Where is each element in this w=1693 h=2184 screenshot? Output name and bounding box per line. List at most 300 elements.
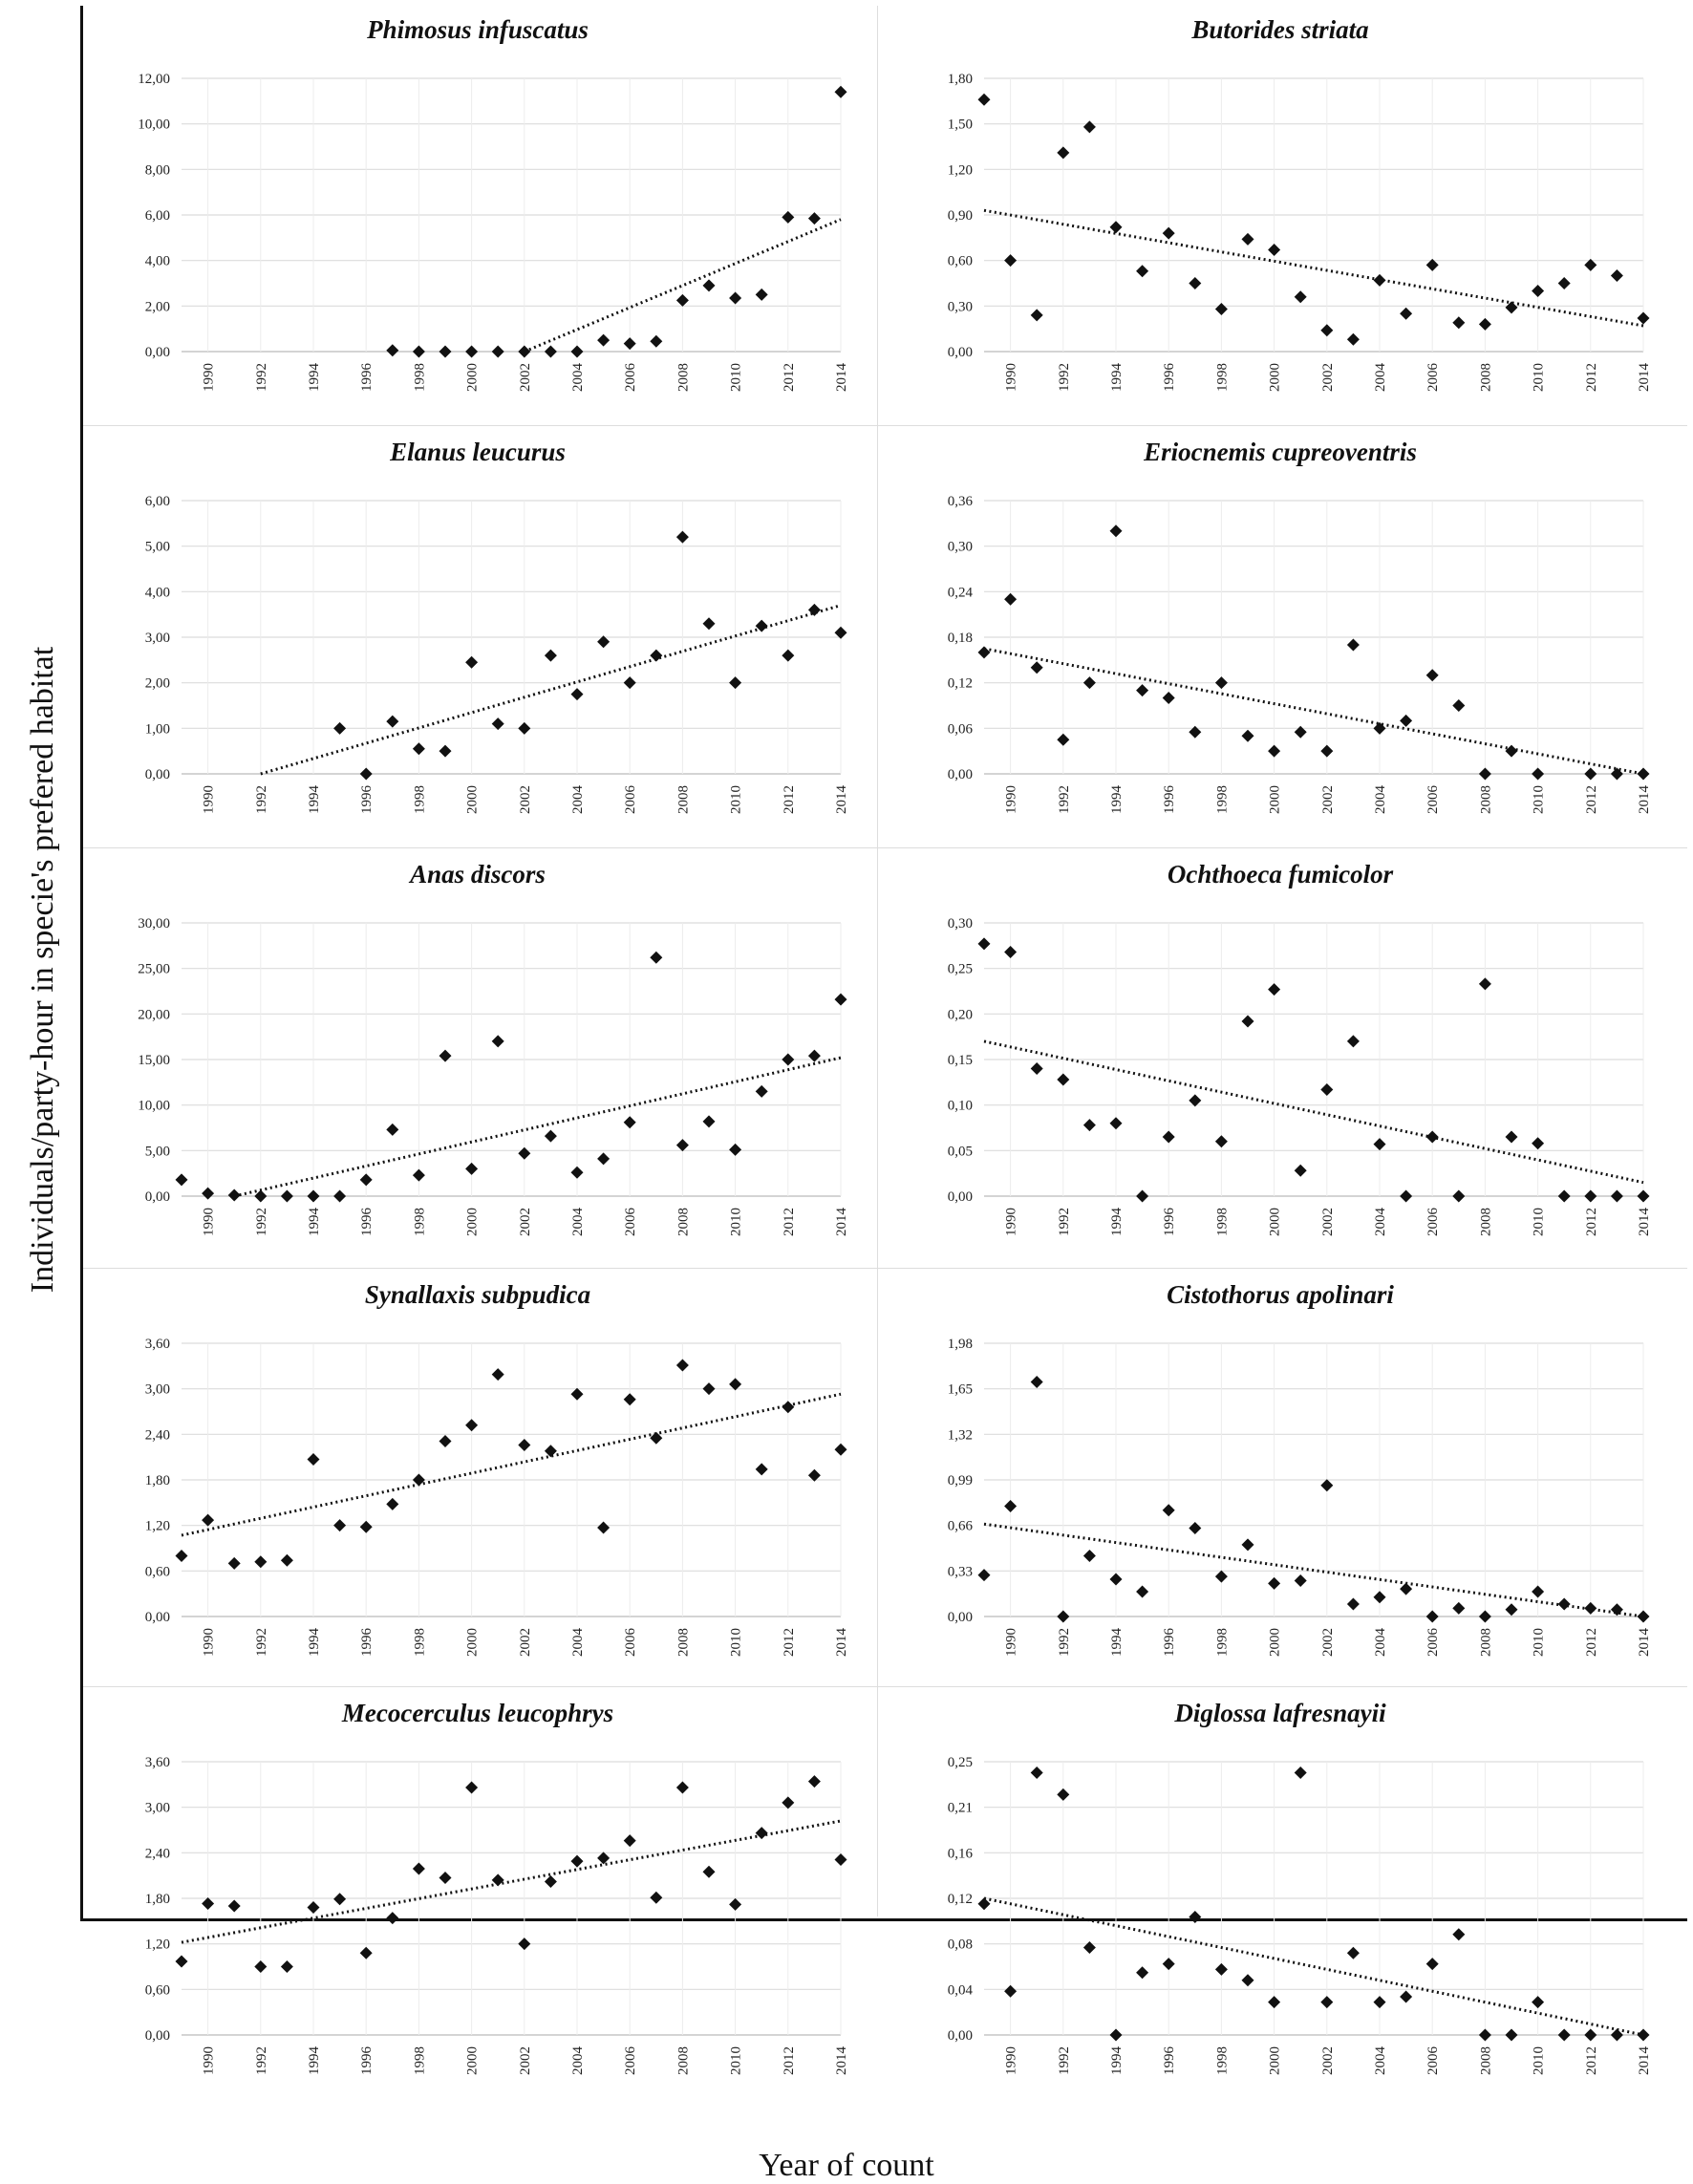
data-point xyxy=(835,1853,847,1866)
chart-panel xyxy=(86,15,869,430)
x-tick-label: 2010 xyxy=(728,785,744,814)
data-point xyxy=(1320,324,1333,336)
y-tick-label: 0,24 xyxy=(947,585,973,601)
data-point xyxy=(360,1947,373,1959)
x-tick-label: 1996 xyxy=(1162,785,1178,814)
y-tick-label: 2,40 xyxy=(144,1846,170,1862)
data-point xyxy=(545,1445,557,1457)
data-point xyxy=(597,334,610,347)
data-point xyxy=(1136,1966,1148,1979)
x-tick-label: 2014 xyxy=(1637,1628,1652,1657)
y-tick-label: 0,00 xyxy=(947,767,973,782)
x-tick-label: 2004 xyxy=(1373,785,1388,814)
x-tick-label: 2006 xyxy=(1425,785,1442,814)
data-point xyxy=(756,1085,768,1098)
x-tick-label: 2010 xyxy=(728,1628,744,1657)
data-point xyxy=(703,1382,716,1395)
y-tick-label: 0,20 xyxy=(947,1007,973,1023)
data-point xyxy=(1584,2029,1597,2042)
data-point xyxy=(1110,525,1123,537)
x-tick-label: 2000 xyxy=(464,1208,481,1236)
chart-title: Phimosus infuscatus xyxy=(367,15,589,44)
data-point xyxy=(1611,1603,1623,1616)
data-point xyxy=(1479,318,1491,331)
x-tick-label: 2000 xyxy=(464,363,481,392)
data-point xyxy=(1268,983,1280,996)
data-point xyxy=(1532,768,1544,781)
x-tick-label: 2010 xyxy=(1531,1628,1547,1657)
data-point xyxy=(703,1866,716,1878)
data-point xyxy=(729,291,741,304)
x-tick-label: 1990 xyxy=(1003,1628,1019,1657)
x-tick-label: 2006 xyxy=(623,1208,639,1236)
x-tick-label: 2008 xyxy=(675,1208,692,1236)
data-point xyxy=(386,716,398,728)
x-tick-label: 2000 xyxy=(1267,1208,1283,1236)
x-tick-label: 2004 xyxy=(1373,1208,1388,1236)
y-tick-label: 4,00 xyxy=(144,253,170,269)
data-point xyxy=(1347,1598,1360,1611)
data-point xyxy=(545,1130,557,1143)
y-tick-label: 0,00 xyxy=(144,1610,170,1625)
data-point xyxy=(228,1557,241,1570)
data-point xyxy=(835,994,847,1006)
y-tick-label: 2,40 xyxy=(144,1427,170,1444)
data-point xyxy=(1110,1117,1123,1129)
data-point xyxy=(571,1167,584,1179)
y-tick-label: 3,60 xyxy=(144,1337,170,1352)
data-point xyxy=(756,1463,768,1475)
data-point xyxy=(756,620,768,632)
x-tick-label: 2002 xyxy=(1319,785,1336,814)
x-tick-label: 2014 xyxy=(1637,363,1652,392)
data-point xyxy=(1163,1504,1175,1516)
x-tick-label: 1996 xyxy=(1162,2046,1178,2075)
x-tick-label: 2010 xyxy=(1531,1208,1547,1236)
x-tick-label: 1990 xyxy=(1003,2046,1019,2075)
data-point xyxy=(202,1897,214,1910)
data-point xyxy=(1347,1035,1360,1047)
data-point xyxy=(676,1360,689,1372)
data-point xyxy=(1532,1586,1544,1598)
data-point xyxy=(756,1827,768,1839)
y-tick-label: 0,60 xyxy=(144,1982,170,1999)
trend-line xyxy=(984,1524,1643,1617)
x-tick-label: 1990 xyxy=(201,785,217,814)
x-tick-label: 1992 xyxy=(253,2046,269,2075)
data-point xyxy=(439,1435,452,1447)
data-point xyxy=(176,1955,188,1967)
data-point xyxy=(1295,1165,1307,1177)
data-point xyxy=(1242,1015,1254,1027)
x-tick-label: 2012 xyxy=(1583,785,1599,814)
data-point xyxy=(1638,312,1650,325)
y-tick-label: 0,60 xyxy=(144,1564,170,1580)
data-point xyxy=(413,1863,425,1875)
x-tick-label: 2006 xyxy=(623,363,639,392)
x-tick-label: 2002 xyxy=(1319,1628,1336,1657)
x-tick-label: 2014 xyxy=(834,785,849,814)
chart-plot xyxy=(86,864,869,1274)
x-tick-label: 1996 xyxy=(1162,1628,1178,1657)
data-point xyxy=(1057,146,1069,159)
x-tick-label: 1990 xyxy=(201,1628,217,1657)
trend-line xyxy=(984,649,1643,774)
data-point xyxy=(1083,1119,1096,1131)
data-point xyxy=(1320,1479,1333,1491)
y-tick-label: 1,20 xyxy=(144,1937,170,1953)
y-tick-label: 10,00 xyxy=(138,117,170,133)
data-point xyxy=(1558,277,1571,289)
x-tick-label: 2004 xyxy=(1373,2046,1388,2075)
chart-title: Eriocnemis cupreoventris xyxy=(1144,438,1417,466)
x-tick-label: 1994 xyxy=(1109,1628,1125,1657)
chart-panel xyxy=(889,1280,1672,1695)
data-point xyxy=(202,1188,214,1200)
x-tick-label: 1998 xyxy=(1214,1208,1231,1236)
data-point xyxy=(624,1393,636,1405)
y-tick-label: 0,15 xyxy=(947,1053,973,1068)
data-point xyxy=(703,617,716,630)
x-tick-label: 2010 xyxy=(1531,785,1547,814)
data-point xyxy=(1479,1611,1491,1623)
chart-panel xyxy=(889,860,1672,1274)
y-tick-label: 0,30 xyxy=(947,539,973,555)
data-point xyxy=(518,346,530,358)
trend-line xyxy=(984,210,1643,326)
data-point xyxy=(978,1897,991,1910)
data-point xyxy=(1215,1571,1228,1583)
data-point xyxy=(1295,1766,1307,1779)
trend-line xyxy=(984,1041,1643,1183)
chart-plot xyxy=(889,864,1672,1274)
x-tick-label: 2002 xyxy=(1319,363,1336,392)
data-point xyxy=(1320,745,1333,758)
data-point xyxy=(1347,333,1360,346)
chart-plot xyxy=(86,1702,869,2113)
data-point xyxy=(835,1444,847,1456)
data-point xyxy=(386,1912,398,1924)
y-tick-label: 0,66 xyxy=(947,1518,973,1534)
x-tick-label: 1990 xyxy=(201,1208,217,1236)
y-tick-label: 0,00 xyxy=(144,2028,170,2044)
y-tick-label: 5,00 xyxy=(144,539,170,555)
y-tick-label: 30,00 xyxy=(138,916,170,931)
chart-title: Diglossa lafresnayii xyxy=(1174,1699,1386,1727)
data-point xyxy=(1031,661,1043,674)
data-point xyxy=(1479,977,1491,990)
data-point xyxy=(518,1439,530,1451)
chart-plot xyxy=(889,1702,1672,2113)
x-tick-label: 1992 xyxy=(253,1628,269,1657)
data-point xyxy=(1532,1137,1544,1149)
data-point xyxy=(465,1782,478,1794)
data-point xyxy=(1400,715,1412,727)
y-tick-label: 0,00 xyxy=(947,2028,973,2044)
x-tick-label: 1992 xyxy=(1056,1628,1072,1657)
data-point xyxy=(492,1368,504,1381)
data-point xyxy=(571,688,584,700)
data-point xyxy=(333,1190,346,1203)
data-point xyxy=(176,1550,188,1562)
data-point xyxy=(650,952,662,964)
y-tick-label: 1,32 xyxy=(947,1427,973,1444)
chart-title: Synallaxis subpudica xyxy=(364,1280,591,1309)
x-tick-label: 1998 xyxy=(412,363,428,392)
x-tick-label: 2006 xyxy=(623,785,639,814)
data-point xyxy=(571,1855,584,1868)
data-point xyxy=(386,344,398,356)
data-point xyxy=(650,335,662,348)
data-point xyxy=(1426,669,1439,681)
y-tick-label: 0,33 xyxy=(947,1564,973,1580)
data-point xyxy=(1638,768,1650,781)
data-point xyxy=(308,1901,320,1914)
y-tick-label: 0,05 xyxy=(947,1144,973,1160)
x-tick-label: 1994 xyxy=(307,363,322,392)
data-point xyxy=(1532,1996,1544,2008)
x-tick-label: 2010 xyxy=(728,1208,744,1236)
data-point xyxy=(1638,1611,1650,1623)
y-tick-label: 0,25 xyxy=(947,1755,973,1770)
y-tick-label: 1,20 xyxy=(144,1518,170,1534)
data-point xyxy=(1506,2029,1518,2042)
x-tick-label: 2012 xyxy=(1583,363,1599,392)
data-point xyxy=(413,1169,425,1182)
y-tick-label: 0,90 xyxy=(947,208,973,224)
data-point xyxy=(571,1388,584,1401)
data-point xyxy=(254,1555,267,1568)
data-point xyxy=(1374,1138,1386,1150)
data-point xyxy=(1163,1958,1175,1970)
x-tick-label: 1996 xyxy=(359,1628,375,1657)
chart-panel xyxy=(889,15,1672,430)
y-tick-label: 0,36 xyxy=(947,494,973,509)
y-tick-label: 6,00 xyxy=(144,494,170,509)
y-tick-label: 0,25 xyxy=(947,961,973,977)
x-tick-label: 2000 xyxy=(464,2046,481,2075)
data-point xyxy=(1452,1928,1465,1940)
x-tick-label: 1992 xyxy=(253,363,269,392)
x-tick-label: 2004 xyxy=(570,1208,586,1236)
data-point xyxy=(1374,1996,1386,2008)
x-tick-label: 2014 xyxy=(1637,1208,1652,1236)
data-point xyxy=(1638,2029,1650,2042)
data-point xyxy=(360,1521,373,1533)
data-point xyxy=(1268,244,1280,256)
data-point xyxy=(1400,1990,1412,2002)
data-point xyxy=(1215,676,1228,689)
y-tick-label: 0,00 xyxy=(947,1610,973,1625)
data-point xyxy=(808,1050,821,1062)
y-tick-label: 3,00 xyxy=(144,1381,170,1398)
y-tick-label: 4,00 xyxy=(144,585,170,601)
y-tick-label: 0,21 xyxy=(947,1800,973,1816)
x-tick-label: 1996 xyxy=(359,2046,375,2075)
data-point xyxy=(1320,1996,1333,2008)
data-point xyxy=(1215,303,1228,315)
x-tick-label: 2012 xyxy=(1583,1628,1599,1657)
x-tick-label: 1998 xyxy=(412,2046,428,2075)
data-point xyxy=(228,1189,241,1202)
data-point xyxy=(1452,316,1465,329)
x-tick-label: 2008 xyxy=(1478,1628,1494,1657)
x-tick-label: 2008 xyxy=(1478,2046,1494,2075)
data-point xyxy=(1611,2029,1623,2042)
x-tick-label: 2000 xyxy=(1267,363,1283,392)
data-point xyxy=(1426,1958,1439,1970)
y-tick-label: 0,99 xyxy=(947,1473,973,1488)
x-tick-label: 2002 xyxy=(517,785,533,814)
x-tick-label: 1994 xyxy=(1109,2046,1125,2075)
x-tick-label: 1992 xyxy=(253,1208,269,1236)
data-point xyxy=(1110,2029,1123,2042)
data-point xyxy=(1004,946,1017,958)
data-point xyxy=(1558,1598,1571,1611)
data-point xyxy=(650,650,662,662)
data-point xyxy=(1268,1577,1280,1590)
x-tick-label: 2014 xyxy=(834,2046,849,2075)
x-tick-label: 2010 xyxy=(728,363,744,392)
chart-title: Butorides striata xyxy=(1191,15,1369,44)
data-point xyxy=(1426,1131,1439,1144)
y-tick-label: 0,04 xyxy=(947,1982,973,1999)
data-point xyxy=(1083,120,1096,133)
y-tick-label: 1,50 xyxy=(947,117,973,133)
chart-plot xyxy=(889,19,1672,430)
y-tick-label: 1,80 xyxy=(144,1473,170,1488)
y-tick-label: 0,30 xyxy=(947,299,973,315)
x-tick-label: 2008 xyxy=(675,363,692,392)
data-point xyxy=(1136,1586,1148,1598)
data-point xyxy=(1347,638,1360,651)
x-tick-label: 2004 xyxy=(1373,1628,1388,1657)
data-point xyxy=(439,346,452,358)
data-point xyxy=(360,768,373,781)
chart-plot xyxy=(86,1284,869,1695)
data-point xyxy=(1374,722,1386,735)
x-tick-label: 1998 xyxy=(1214,363,1231,392)
x-tick-label: 1996 xyxy=(359,785,375,814)
data-point xyxy=(228,1899,241,1912)
x-tick-label: 1994 xyxy=(307,1628,322,1657)
data-point xyxy=(624,676,636,689)
y-tick-label: 0,00 xyxy=(144,1189,170,1205)
y-tick-label: 0,16 xyxy=(947,1846,973,1862)
data-point xyxy=(1057,734,1069,746)
x-tick-label: 1994 xyxy=(1109,1208,1125,1236)
x-tick-label: 1998 xyxy=(1214,785,1231,814)
data-point xyxy=(624,337,636,350)
data-point xyxy=(1110,221,1123,233)
y-tick-label: 15,00 xyxy=(138,1053,170,1068)
x-tick-label: 2004 xyxy=(570,785,586,814)
x-tick-label: 2014 xyxy=(834,1208,849,1236)
y-axis-label: Individuals/party-hour in specie's prefered habitat xyxy=(25,646,60,1294)
x-tick-label: 1992 xyxy=(1056,785,1072,814)
x-tick-label: 1992 xyxy=(1056,2046,1072,2075)
x-tick-label: 1998 xyxy=(412,785,428,814)
chart-panel xyxy=(86,1699,869,2113)
y-tick-label: 3,00 xyxy=(144,631,170,646)
data-point xyxy=(439,1872,452,1884)
x-tick-label: 2012 xyxy=(781,1208,797,1236)
data-point xyxy=(1110,1574,1123,1586)
x-tick-label: 2012 xyxy=(781,1628,797,1657)
data-point xyxy=(492,346,504,358)
x-tick-label: 2008 xyxy=(1478,363,1494,392)
data-point xyxy=(1163,227,1175,240)
data-point xyxy=(281,1554,293,1567)
panel-divider-vertical xyxy=(877,6,878,1916)
data-point xyxy=(545,650,557,662)
data-point xyxy=(624,1834,636,1847)
x-tick-label: 1994 xyxy=(1109,363,1125,392)
data-point xyxy=(202,1514,214,1527)
chart-panel xyxy=(889,1699,1672,2113)
x-tick-label: 2004 xyxy=(570,363,586,392)
y-tick-label: 0,12 xyxy=(947,1892,973,1907)
data-point xyxy=(782,650,794,662)
y-tick-label: 12,00 xyxy=(138,72,170,87)
x-tick-label: 2008 xyxy=(675,2046,692,2075)
data-point xyxy=(1242,233,1254,246)
x-tick-label: 1990 xyxy=(1003,785,1019,814)
data-point xyxy=(465,656,478,669)
x-tick-label: 2004 xyxy=(570,2046,586,2075)
chart-plot xyxy=(889,1284,1672,1695)
data-point xyxy=(1532,285,1544,297)
data-point xyxy=(518,722,530,735)
y-tick-label: 1,80 xyxy=(947,72,973,87)
x-tick-label: 2002 xyxy=(517,363,533,392)
x-tick-label: 2004 xyxy=(570,1628,586,1657)
trend-line xyxy=(234,1058,841,1196)
y-tick-label: 0,06 xyxy=(947,721,973,738)
x-tick-label: 1994 xyxy=(307,2046,322,2075)
data-point xyxy=(729,1898,741,1911)
data-point xyxy=(1136,684,1148,696)
x-tick-label: 2002 xyxy=(517,1208,533,1236)
chart-title: Mecocerculus leucophrys xyxy=(341,1699,614,1727)
y-tick-label: 3,00 xyxy=(144,1800,170,1816)
data-point xyxy=(978,94,991,106)
y-tick-label: 0,00 xyxy=(144,767,170,782)
data-point xyxy=(1189,1522,1201,1534)
y-tick-label: 0,60 xyxy=(947,253,973,269)
y-tick-label: 10,00 xyxy=(138,1098,170,1114)
y-tick-label: 2,00 xyxy=(144,675,170,692)
y-tick-label: 0,10 xyxy=(947,1098,973,1114)
chart-panel xyxy=(86,438,869,852)
data-point xyxy=(1057,1073,1069,1085)
x-tick-label: 2010 xyxy=(728,2046,744,2075)
data-point xyxy=(1189,277,1201,289)
data-point xyxy=(676,1782,689,1794)
data-point xyxy=(518,1938,530,1950)
data-point xyxy=(597,1152,610,1165)
y-tick-label: 6,00 xyxy=(144,208,170,224)
x-tick-label: 2012 xyxy=(781,363,797,392)
data-point xyxy=(1479,768,1491,781)
x-tick-label: 2000 xyxy=(464,1628,481,1657)
data-point xyxy=(1611,1190,1623,1203)
data-point xyxy=(1611,269,1623,282)
data-point xyxy=(1215,1135,1228,1147)
x-tick-label: 1996 xyxy=(1162,1208,1178,1236)
y-tick-label: 0,00 xyxy=(947,1189,973,1205)
data-point xyxy=(729,1144,741,1156)
